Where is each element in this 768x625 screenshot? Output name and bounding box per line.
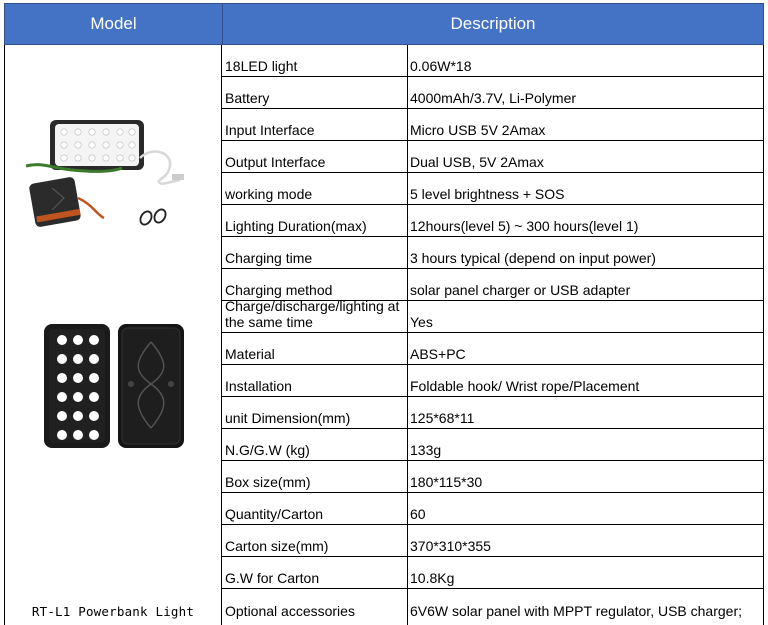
spec-value: Yes — [410, 314, 433, 330]
spec-value: 60 — [410, 506, 426, 522]
product-accessories-photo — [22, 118, 202, 233]
spec-value: 180*115*30 — [410, 474, 483, 490]
spec-label: G.W for Carton — [225, 570, 320, 586]
spec-label: Box size(mm) — [225, 474, 311, 490]
spec-row — [222, 237, 764, 269]
spec-label: Battery — [225, 90, 270, 106]
model-column-header: Model — [4, 3, 222, 45]
spec-row — [222, 461, 764, 493]
product-caption: RT-L1 Powerbank Light — [31, 604, 195, 619]
spec-row — [222, 525, 764, 557]
product-front-back-photo — [42, 322, 192, 452]
spec-label: Input Interface — [225, 122, 315, 138]
spec-row — [222, 557, 764, 589]
spec-label: working mode — [225, 186, 313, 202]
spec-value: solar panel charger or USB adapter — [410, 282, 631, 298]
description-column-header: Description — [222, 3, 764, 45]
spec-label: Output Interface — [225, 154, 326, 170]
spec-row — [222, 45, 764, 77]
spec-value: 6V6W solar panel with MPPT regulator, USB charger; — [410, 603, 743, 619]
spec-value: Micro USB 5V 2Amax — [410, 122, 546, 138]
spec-label: unit Dimension(mm) — [225, 410, 351, 426]
spec-label: Charging method — [225, 282, 333, 298]
spec-value: 133g — [410, 442, 442, 458]
spec-value: 370*310*355 — [410, 538, 491, 554]
spec-label: N.G/G.W (kg) — [225, 442, 310, 458]
spec-row — [222, 77, 764, 109]
spec-label: Lighting Duration(max) — [225, 218, 367, 234]
spec-value: ABS+PC — [410, 346, 466, 362]
spec-row — [222, 269, 764, 301]
spec-value: 4000mAh/3.7V, Li-Polymer — [410, 90, 577, 106]
spec-row — [222, 109, 764, 141]
spec-row — [222, 173, 764, 205]
spec-row — [222, 298, 764, 333]
spec-label: Carton size(mm) — [225, 538, 329, 554]
spec-row — [222, 205, 764, 237]
spec-label: Material — [225, 346, 275, 362]
table-right-border — [763, 45, 764, 625]
column-divider — [407, 45, 408, 625]
spec-value: Dual USB, 5V 2Amax — [410, 154, 544, 170]
spec-row — [222, 493, 764, 525]
spec-row — [222, 141, 764, 173]
spec-value: 125*68*11 — [410, 410, 475, 426]
spec-value: Foldable hook/ Wrist rope/Placement — [410, 378, 640, 394]
spec-row — [222, 397, 764, 429]
spec-label: Quantity/Carton — [225, 506, 324, 522]
spec-value: 0.06W*18 — [410, 58, 472, 74]
spec-label: Charging time — [225, 250, 313, 266]
spec-value: 12hours(level 5) ~ 300 hours(level 1) — [410, 218, 639, 234]
spec-row — [222, 589, 764, 621]
spec-value: 10.8Kg — [410, 570, 455, 586]
spec-label: Optional accessories — [225, 603, 355, 619]
spec-row — [222, 333, 764, 365]
spec-label: Charge/discharge/lighting at the same time — [225, 298, 400, 330]
spec-label: 18LED light — [225, 58, 298, 74]
spec-row — [222, 429, 764, 461]
spec-row — [222, 365, 764, 397]
spec-value: 3 hours typical (depend on input power) — [410, 250, 656, 266]
spec-value: 5 level brightness + SOS — [410, 186, 565, 202]
spec-label: Installation — [225, 378, 292, 394]
